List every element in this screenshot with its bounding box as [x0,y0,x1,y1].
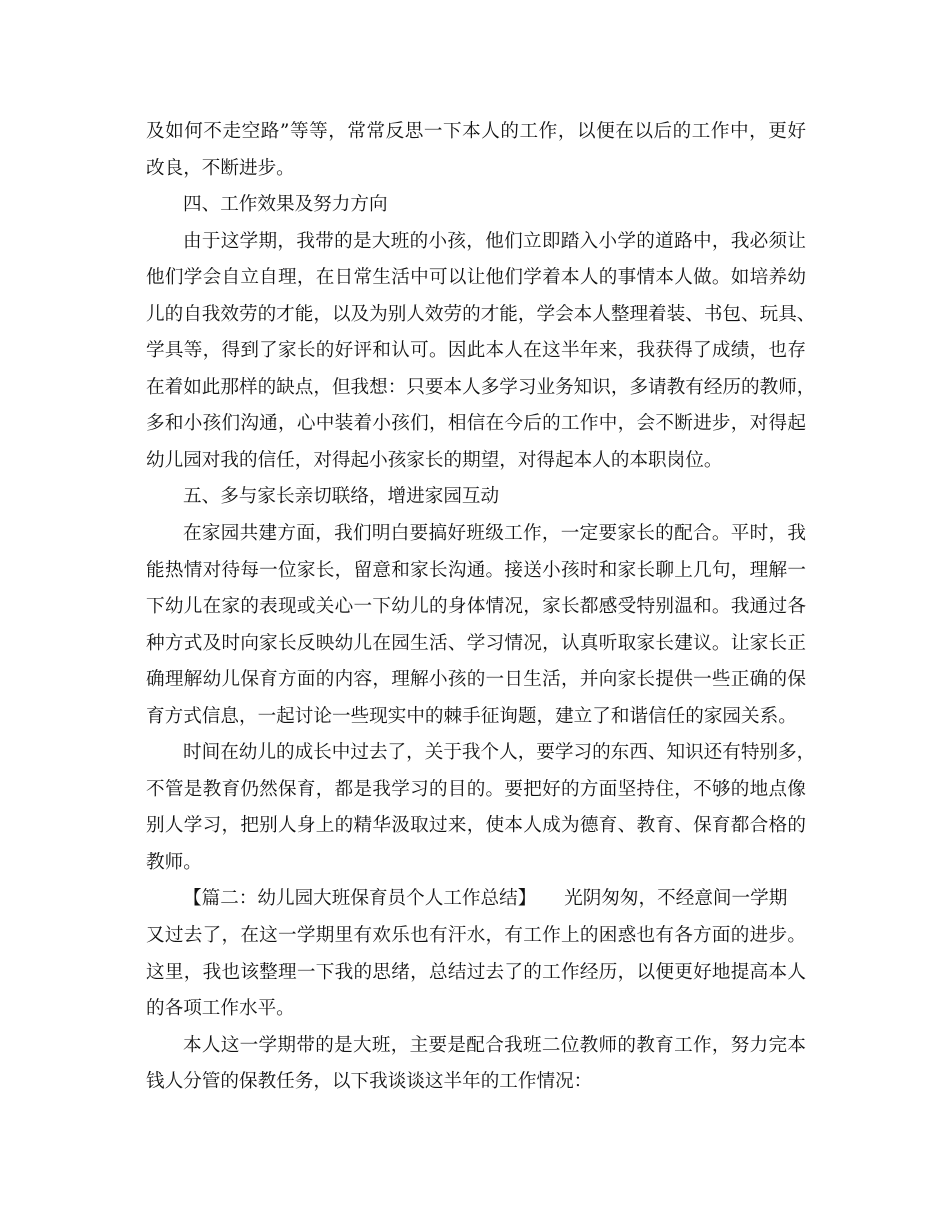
text-line: 的各项工作水平。 [146,998,295,1020]
text-line: 不管是教育仍然保育，都是我学习的目的。要把好的方面坚持住，不够的地点像 [146,778,806,800]
text-line: 钱人分管的保教任务，以下我谈谈这半年的工作情况： [146,1071,593,1093]
text-line: 及如何不走空路”等等，常常反思一下本人的工作，以便在以后的工作中，更好 [146,121,806,142]
text-line: 学具等，得到了家长的好评和认可。因此本人在这半年来，我获得了成绩，也存 [146,340,806,362]
text-line: 下幼儿在家的表现或关心一下幼儿的身体情况，家长都感受特别温和。我通过各 [146,596,806,618]
section-heading: 五、多与家长亲切联络，增进家园互动 [183,486,500,508]
text-line: 本人这一学期带的是大班，主要是配合我班二位教师的教育工作，努力完本 [183,1034,806,1056]
text-line: 能热情对待每一位家长，留意和家长沟通。接送小孩时和家长聊上几句，理解一 [146,559,806,581]
text-line: 由于这学期，我带的是大班的小孩，他们立即踏入小学的道路中，我必须让 [183,230,806,252]
text-line: 又过去了，在这一学期里有欢乐也有汗水，有工作上的困惑也有各方面的进步。 [146,925,806,947]
text-line: 时间在幼儿的成长中过去了，关于我个人，要学习的东西、知识还有特别多， [183,742,816,764]
text-line: 幼儿园对我的信任，对得起小孩家长的期望，对得起本人的本职岗位。 [146,449,723,471]
text-line: 在家园共建方面，我们明白要搞好班级工作，一定要家长的配合。平时，我 [183,523,806,545]
text-line: 儿的自我效劳的才能，以及为别人效劳的才能，学会本人整理着装、书包、玩具、 [146,303,816,325]
text-line: 别人学习，把别人身上的精华汲取过来，使本人成为德育、教育、保育都合格的 [146,815,806,837]
text-line: 改良，不断进步。 [146,157,295,179]
section-heading: 四、工作效果及努力方向 [183,194,388,216]
text-line: 教师。 [146,851,202,873]
text-line: 育方式信息，一起讨论一些现实中的棘手征询题，建立了和谐信任的家园关系。 [146,705,797,727]
text-line: 他们学会自立自理，在日常生活中可以让他们学着本人的事情本人做。如培养幼 [146,267,806,289]
text-line: 在着如此那样的缺点，但我想：只要本人多学习业务知识，多请教有经历的教师， [146,376,816,398]
text-line: 多和小孩们沟通，心中装着小孩们，相信在今后的工作中，会不断进步，对得起 [146,413,806,435]
text-line: 种方式及时向家长反映幼儿在园生活、学习情况，认真听取家长建议。让家长正 [146,632,806,654]
text-line: 确理解幼儿保育方面的内容，理解小孩的一日生活，并向家长提供一些正确的保 [146,669,806,691]
document-body [146,114,816,1101]
article-heading: 【篇二：幼儿园大班保育员个人工作总结】 光阴匆匆，不经意间一学期 [183,888,788,910]
text-line: 这里，我也该整理一下我的思绪，总结过去了的工作经历，以便更好地提高本人 [146,961,806,983]
